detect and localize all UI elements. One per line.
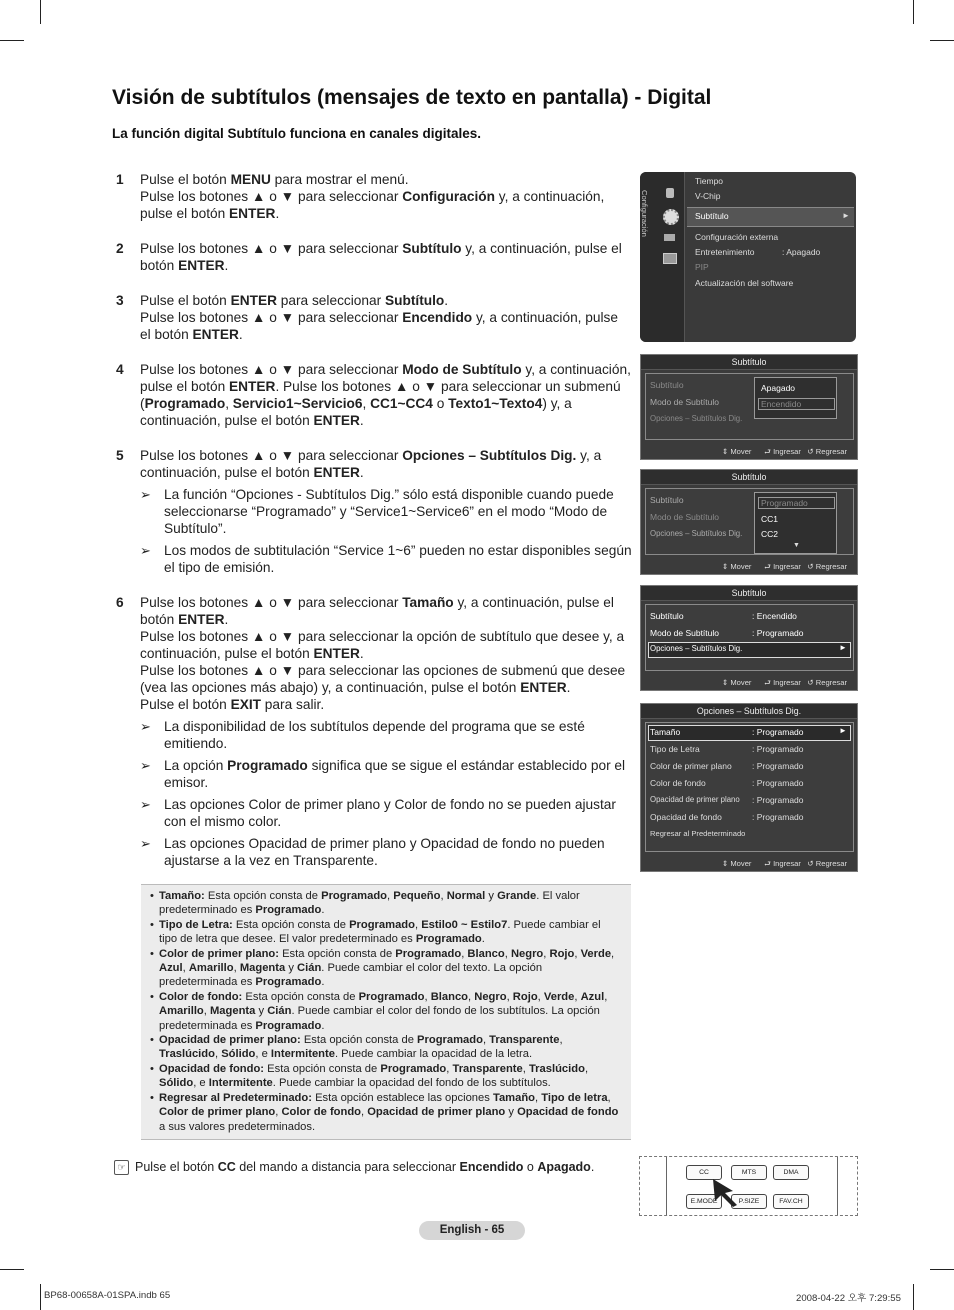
screen-row: Tamaño	[650, 727, 681, 737]
screen-subtitulo-2	[640, 469, 858, 575]
screen-row: Subtítulo	[650, 495, 684, 505]
step-1	[112, 171, 632, 222]
screen-row: Opciones – Subtítulos Dig.	[650, 414, 743, 423]
nav-mover: ⇕ Mover	[721, 678, 752, 687]
step-2	[112, 240, 632, 274]
screen-row: Tipo de Letra	[650, 744, 700, 754]
cc-button[interactable]: CC	[686, 1165, 722, 1180]
screen-panel	[645, 722, 854, 852]
step-text: Pulse los botones ▲ o ▼ para seleccionar Opciones – Subtítulos Dig. y, a continuación, pulse el botón ENTER.	[140, 448, 602, 480]
options-box	[141, 884, 631, 1140]
crop-mark	[930, 1269, 954, 1270]
note-arrow-icon: ➢	[140, 719, 151, 734]
popup-option-programado[interactable]: Programado	[758, 497, 835, 509]
step-3	[112, 292, 632, 343]
screen-nav-bar	[641, 444, 857, 459]
nav-ingresar: ⮐ Ingresar	[764, 562, 801, 571]
step-5	[112, 447, 632, 576]
step-number: 3	[116, 293, 124, 308]
screen-row-value: : Programado	[752, 761, 804, 771]
screen-row: Opciones – Subtítulos Dig.	[650, 529, 743, 538]
step-text: Pulse los botones ▲ o ▼ para seleccionar Modo de Subtítulo y, a continuación, pulse el botón ENTER. Pulse los botones ▲ o ▼ para seleccionar un submenú (Programado, Servicio1~Servicio6, CC1~CC4 o Texto1~Texto4) y, a continuación, pulse el botón ENTER.	[140, 362, 631, 428]
note: ➢ La disponibilidad de los subtítulos depende del programa que se esté emitiendo.	[140, 719, 585, 751]
screen-row-value: : Programado	[752, 628, 804, 638]
screen-row-value: : Programado	[752, 778, 804, 788]
screen-row: Color de primer plano	[650, 761, 732, 771]
dma-button[interactable]: DMA	[773, 1165, 809, 1180]
option-item: • Regresar al Predeterminado: Esta opción establece las opciones Tamaño, Tipo de letra, Color de primer plano, Color de fondo, Opacidad de primer plano y Opacidad de fondo a sus valores predeterminados.	[159, 1091, 621, 1134]
nav-mover: ⇕ Mover	[721, 562, 752, 571]
option-item: • Opacidad de primer plano: Esta opción consta de Programado, Transparente, Traslúcido, Sólido, e Intermitente. Puede cambiar la opacidad de la letra.	[159, 1033, 621, 1062]
input-icon	[664, 234, 675, 241]
step-number: 5	[116, 448, 124, 463]
screen-panel	[645, 488, 854, 555]
tv-setup-menu	[640, 172, 856, 342]
screen-row: Subtítulo	[650, 380, 684, 390]
menu-item-config-externa[interactable]: Configuración externa	[695, 232, 779, 242]
step-number: 1	[116, 172, 124, 187]
note-arrow-icon: ➢	[140, 543, 151, 558]
screen-row: Modo de Subtítulo	[650, 397, 719, 407]
picture-icon	[666, 188, 674, 198]
nav-regresar: ↺ Regresar	[807, 678, 847, 687]
nav-mover: ⇕ Mover	[721, 859, 752, 868]
page-title: Visión de subtítulos (mensajes de texto en pantalla) - Digital	[112, 86, 712, 109]
nav-regresar: ↺ Regresar	[807, 562, 847, 571]
option-item: • Color de fondo: Esta opción consta de Programado, Blanco, Negro, Rojo, Verde, Azul, Amarillo, Magenta y Cián. Puede cambiar el color del fondo de los subtítulos. La opción predeterminada es Programado.	[159, 990, 621, 1033]
step-6	[112, 594, 632, 869]
screen-row-value: : Programado	[752, 727, 804, 737]
exit-instruction: Pulse el botón EXIT para salir.	[140, 697, 325, 712]
note-arrow-icon: ➢	[140, 487, 151, 502]
screen-subtitulo-1	[640, 354, 858, 460]
option-item: • Tipo de Letra: Esta opción consta de Programado, Estilo0 ~ Estilo7. Puede cambiar el tipo de letra que desee. El valor predeterminado es Programado.	[159, 918, 621, 947]
page-number: English - 65	[419, 1221, 525, 1240]
popup-option-cc2[interactable]: CC2	[761, 529, 779, 539]
application-icon	[663, 253, 677, 264]
screen-row: Opacidad de fondo	[650, 812, 722, 822]
arrow-right-icon: ►	[839, 726, 847, 735]
setup-gear-icon	[663, 209, 679, 225]
screen-subtitulo-3	[640, 585, 858, 691]
popup-option-apagado[interactable]: Apagado	[761, 383, 796, 393]
cc-instruction: ☞ Pulse el botón CC del mando a distancia para seleccionar Encendido o Apagado.	[114, 1160, 594, 1175]
screen-opciones-dig	[640, 703, 858, 872]
popup-option-encendido[interactable]: Encendido	[758, 398, 835, 410]
screen-nav-bar	[641, 856, 857, 871]
nav-ingresar: ⮐ Ingresar	[764, 447, 801, 456]
popup-list	[754, 492, 837, 554]
emode-button[interactable]: E.MODE	[686, 1194, 722, 1209]
nav-mover: ⇕ Mover	[721, 447, 752, 456]
crop-mark	[40, 0, 41, 24]
steps-list	[112, 171, 632, 887]
step-text: Pulse los botones ▲ o ▼ para seleccionar Tamaño y, a continuación, pulse el botón ENTER. Pulse los botones ▲ o ▼ para seleccionar la opción de subtítulo que desee y, a continuación, pulse el botón ENTER. Pulse los botones ▲ o ▼ para seleccionar las opciones de submenú que desee (vea las opciones más abajo) y, a continuación, pulse el botón ENTER.	[140, 595, 626, 695]
crop-mark	[930, 40, 954, 41]
step-number: 6	[116, 595, 124, 610]
screen-nav-bar	[641, 675, 857, 690]
screen-row: Opciones – Subtítulos Dig.	[650, 644, 743, 653]
note: ➢ Los modos de subtitulación “Service 1~6” pueden no estar disponibles según el tipo de emisión.	[140, 543, 632, 575]
screen-panel	[645, 373, 854, 440]
screen-title: Subtítulo	[641, 355, 857, 370]
page-subtitle: La función digital Subtítulo funciona en canales digitales.	[112, 126, 482, 141]
screen-panel	[645, 604, 854, 671]
crop-mark	[913, 1284, 914, 1310]
nav-regresar: ↺ Regresar	[807, 447, 847, 456]
step-text: Pulse el botón ENTER para seleccionar Subtítulo. Pulse los botones ▲ o ▼ para seleccionar Encendido y, a continuación, pulse el botón ENTER.	[140, 293, 619, 342]
file-name: BP68-00658A-01SPA.indb 65	[44, 1290, 171, 1301]
arrow-right-icon: ►	[842, 211, 850, 220]
menu-item-tiempo[interactable]: Tiempo	[695, 176, 724, 186]
step-number: 2	[116, 241, 124, 256]
menu-item-value: : Apagado	[782, 247, 821, 257]
menu-sidebar	[640, 172, 685, 342]
arrow-right-icon: ►	[839, 643, 847, 652]
screen-row: Color de fondo	[650, 778, 706, 788]
note: ➢ La opción Programado significa que se sigue el estándar establecido por el emisor.	[140, 758, 626, 790]
nav-ingresar: ⮐ Ingresar	[764, 859, 801, 868]
menu-item-actualizacion[interactable]: Actualización del software	[695, 278, 794, 288]
screen-row-value: : Programado	[752, 744, 804, 754]
nav-regresar: ↺ Regresar	[807, 859, 847, 868]
crop-mark	[0, 1269, 24, 1270]
step-text: Pulse los botones ▲ o ▼ para seleccionar Subtítulo y, a continuación, pulse el botón ENTER.	[140, 241, 622, 273]
option-item: • Color de primer plano: Esta opción consta de Programado, Blanco, Negro, Rojo, Verde, Azul, Amarillo, Magenta y Cián. Puede cambiar el color del texto. La opción predeterminada es Programado.	[159, 947, 621, 990]
screen-title: Subtítulo	[641, 470, 857, 485]
screen-row: Opacidad de primer plano	[650, 795, 740, 804]
screen-title: Subtítulo	[641, 586, 857, 601]
popup-list	[754, 377, 837, 419]
note-hand-icon: ☞	[114, 1160, 129, 1175]
crop-mark	[913, 0, 914, 24]
step-text: Pulse el botón MENU para mostrar el menú. Pulse los botones ▲ o ▼ para seleccionar Configuración y, a continuación, pulse el botón ENTER.	[140, 172, 605, 221]
screen-row-value: : Programado	[752, 795, 804, 805]
nav-ingresar: ⮐ Ingresar	[764, 678, 801, 687]
screen-row: Regresar al Predeterminado	[650, 829, 746, 838]
note: ➢ La función “Opciones - Subtítulos Dig.” sólo está disponible cuando puede seleccionarse “Programado” y “Service1~Service6” en el modo “Modo de Subtítulo”.	[140, 487, 614, 536]
screen-row: Modo de Subtítulo	[650, 512, 719, 522]
pointer-arrow-icon	[711, 1177, 753, 1207]
screen-title: Opciones – Subtítulos Dig.	[641, 704, 857, 719]
screen-row: Modo de Subtítulo	[650, 628, 719, 638]
note: ➢ Las opciones Color de primer plano y Color de fondo no se pueden ajustar con el mismo color.	[140, 797, 616, 829]
screen-nav-bar	[641, 559, 857, 574]
note-arrow-icon: ➢	[140, 836, 151, 851]
psize-button[interactable]: P.SIZE	[731, 1194, 767, 1209]
favch-button[interactable]: FAV.CH	[773, 1194, 809, 1209]
option-item: • Tamaño: Esta opción consta de Programado, Pequeño, Normal y Grande. El valor predeterminado es Programado.	[159, 889, 621, 918]
menu-item-vchip[interactable]: V-Chip	[695, 191, 721, 201]
screen-row-value: : Encendido	[752, 611, 797, 621]
popup-option-cc1[interactable]: CC1	[761, 514, 779, 524]
screen-row: Subtítulo	[650, 611, 684, 621]
scroll-down-icon[interactable]: ▼	[793, 542, 800, 549]
option-item: • Opacidad de fondo: Esta opción consta de Programado, Transparente, Traslúcido, Sólido, e Intermitente. Puede cambiar la opacidad del fondo de los subtítulos.	[159, 1062, 621, 1091]
mts-button[interactable]: MTS	[731, 1165, 767, 1180]
step-4	[112, 361, 632, 429]
note: ➢ Las opciones Opacidad de primer plano y Opacidad de fondo no pueden ajustarse a la vez en Transparente.	[140, 836, 605, 868]
remote-body	[666, 1157, 838, 1215]
crop-mark	[0, 40, 24, 41]
screen-row-value: : Programado	[752, 812, 804, 822]
remote-control	[639, 1156, 858, 1216]
menu-side-label: Configuración	[640, 190, 649, 237]
print-timestamp: 2008-04-22 오후 7:29:55	[796, 1293, 901, 1304]
menu-item-subtitulo[interactable]: Subtítulo	[695, 211, 729, 221]
menu-item-entretenimiento[interactable]: Entretenimiento	[695, 247, 755, 257]
crop-mark	[40, 1284, 41, 1310]
note-arrow-icon: ➢	[140, 797, 151, 812]
step-number: 4	[116, 362, 124, 377]
note-arrow-icon: ➢	[140, 758, 151, 773]
menu-item-pip[interactable]: PIP	[695, 262, 709, 272]
